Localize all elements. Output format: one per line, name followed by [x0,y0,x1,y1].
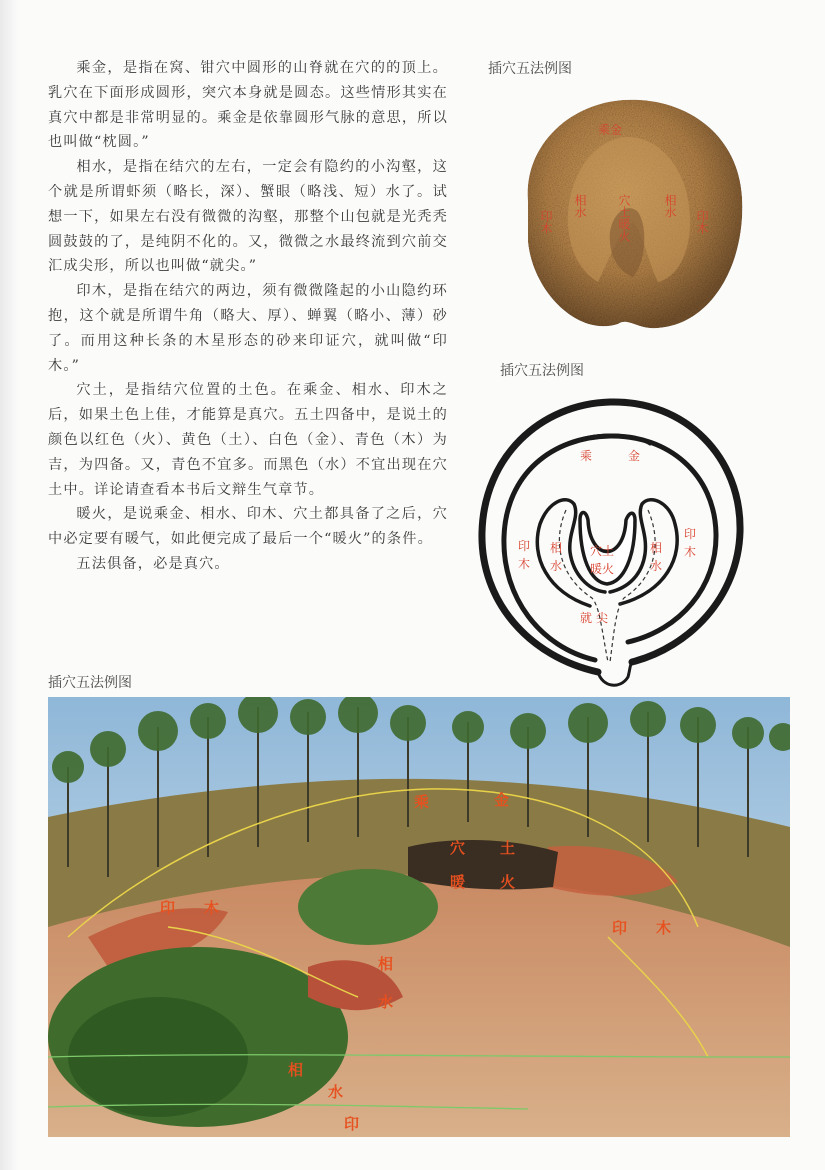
diagram-label-jiu-1: 就 [580,611,593,625]
sand-label-left-yin: 印木 [539,210,553,234]
photo-label-bottom-shui: 水 [328,1083,344,1101]
caption-diagram: 插穴五法例图 [500,363,584,379]
photo-label-left-yin: 印 [160,899,176,917]
caption-sand-model: 插穴五法例图 [488,61,572,77]
paragraph-xiang-shui: 相水，是指在结穴的左右，一定会有隐约的小沟壑，这个就是所谓虾须（略长，深）、蟹眼（略浅、短）水了。试想一下，如果左右没有微微的沟壑，那整个山包就是光秃秃圆鼓鼓的了，是纯阴不化的。又，微微之水最终流到穴前交汇成尖形，所以也叫做“就尖。” [48,159,448,275]
photo-label-jin: 金 [494,791,510,809]
sand-model-figure [498,92,758,342]
sand-label-top: 乘金 [598,123,623,137]
sand-label-center: 穴土暖火 [617,194,631,242]
diagram-label-jiu-2: 尖 [596,611,609,625]
photo-label-right-mu: 木 [656,919,672,937]
bush-mid [298,869,438,945]
diagram-label-right-xiang-2: 水 [650,559,663,573]
paragraph-xue-tu: 穴土，是指结穴位置的土色。在乘金、相水、印木之后，如果土色上佳，才能算是真穴。五土四备中，是说土的颜色以红色（火）、黄色（土）、白色（金）、青色（木）为吉，为四备。又，青色不宜多。而黑色（水）不宜出现在穴土中。详论请查看本书后文辩生气章节。 [48,382,448,498]
five-methods-diagram [470,392,750,692]
diagram-label-right-yin-1: 印 [684,527,697,541]
photo-label-left-xiang: 相 [378,955,394,973]
page-edge-shadow [0,0,18,1170]
diagram-label-right-yin-2: 木 [684,545,697,559]
photo-label-cheng: 乘 [414,793,430,811]
landscape-photo [48,697,790,1137]
paragraph-yin-mu: 印木，是指在结穴的两边，须有微微隆起的小山隐约环抱，这个就是所谓牛角（略大、厚）、蝉翼（略小、薄）砂了。而用这种长条的木星形态的砂来印证穴，就叫做“印木。” [48,283,448,374]
photo-label-left-mu: 木 [204,899,220,917]
diagram-label-left-yin-1: 印 [518,539,531,553]
photo-label-bottom-xiang: 相 [288,1061,304,1079]
photo-label-bottom-yin: 印 [344,1115,360,1133]
paragraph-nuan-huo: 暖火，是说乘金、相水、印木、穴土都具备了之后，穴中必定要有暖气，如此便完成了最后一个“暖火”的条件。 [48,506,448,548]
diagram-label-xue-1: 穴土 [590,544,615,558]
bush-left-dark [68,997,248,1117]
photo-label-left-shui: 水 [378,993,394,1011]
diagram-label-right-xiang-1: 相 [650,541,663,555]
sand-label-left-xiang: 相水 [573,194,587,218]
photo-label-huo: 火 [500,873,516,891]
diagram-label-left-xiang-1: 相 [550,541,563,555]
cave-shadow [408,840,558,889]
caption-photo: 插穴五法例图 [48,675,132,691]
diagram-label-cheng: 乘 [580,449,593,463]
photo-label-xue: 穴 [450,839,466,857]
paragraph-conclusion: 五法俱备，必是真穴。 [76,555,230,572]
diagram-label-xue-2: 暖火 [590,562,615,576]
sand-label-right-yin: 印木 [695,210,709,234]
photo-label-tu: 土 [500,839,516,857]
photo-label-nuan: 暖 [450,873,466,891]
diagram-label-left-xiang-2: 水 [550,559,563,573]
sand-label-right-xiang: 相水 [663,194,677,218]
article-body [48,56,448,577]
diagram-label-jin: 金 [628,449,641,463]
photo-label-right-yin: 印 [612,919,628,937]
paragraph-cheng-jin: 乘金，是指在窝、钳穴中圆形的山脊就在穴的的顶上。乳穴在下面形成圆形，突穴本身就是圆态。这些情形其实在真穴中都是非常明显的。乘金是依靠圆形气脉的意思，所以也叫做“枕圆。” [48,60,448,151]
diagram-label-left-yin-2: 木 [518,557,531,571]
